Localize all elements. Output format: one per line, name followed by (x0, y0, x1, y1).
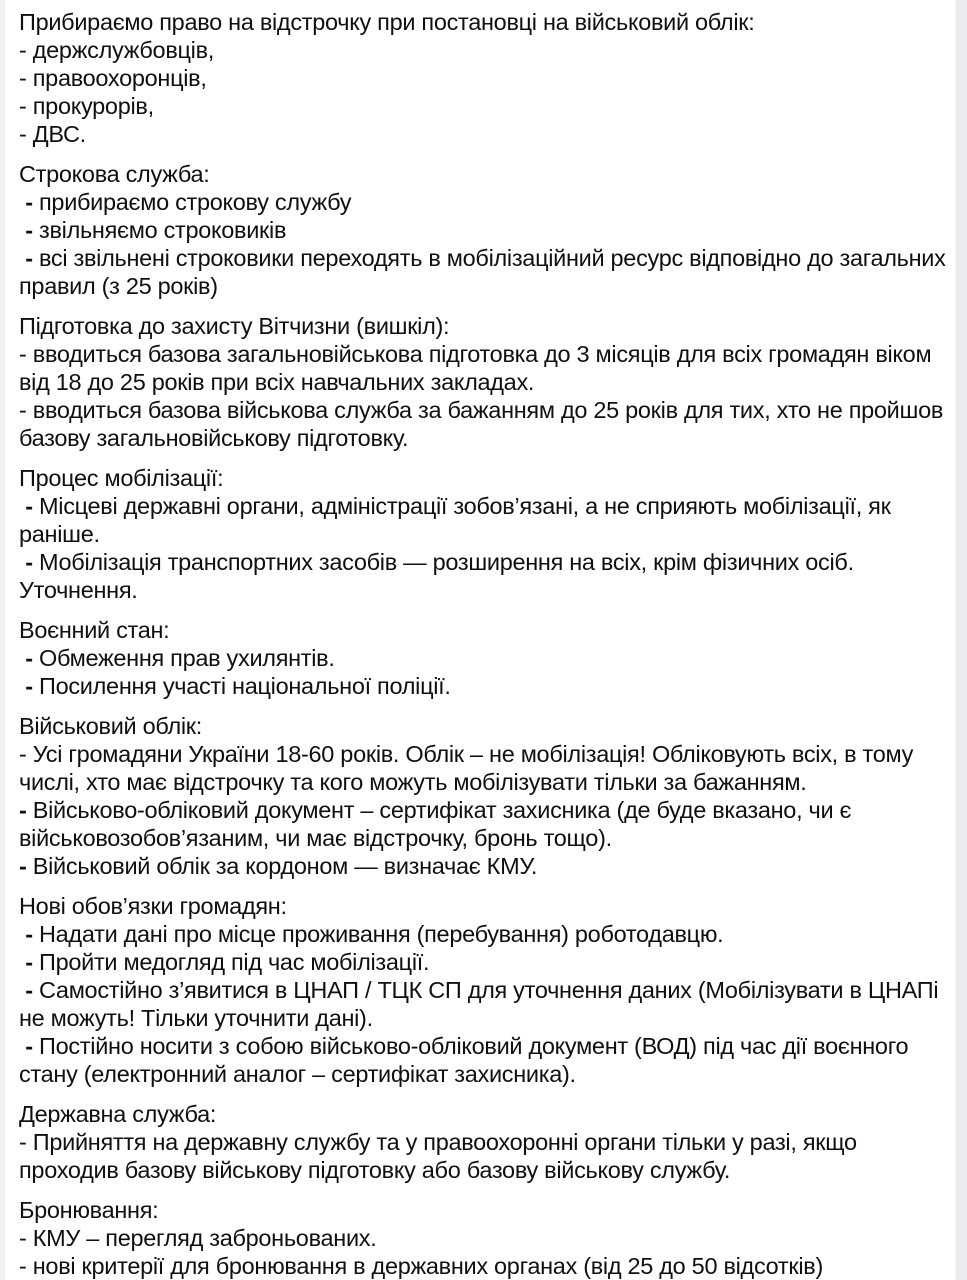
list-item: - Пройти медогляд під час мобілізації. (25, 949, 430, 975)
bullet-dash: - (25, 1033, 33, 1059)
section-header: Воєнний стан: (19, 617, 170, 643)
list-item: - прибираємо строкову службу (25, 189, 352, 215)
list-item: - Прийняття на державну службу та у правоохоронні органи тільки у разі, якщо проходив базову військову підготовку або базову військову службу. (19, 1129, 863, 1183)
list-item: - Військовий облік за кордоном — визначає КМУ. (19, 853, 538, 879)
list-item: - прокурорів, (19, 93, 154, 119)
list-item: - вводиться базова загальновійськова підготовка до 3 місяців для всіх громадян віком від 18 до 25 років при всіх навчальних закладах. (19, 341, 938, 395)
bullet-dash: - (25, 493, 33, 519)
section (19, 892, 948, 1088)
list-item: - КМУ – перегляд заброньованих. (19, 1225, 377, 1251)
bullet-dash: - (25, 949, 33, 975)
bullet-dash: - (19, 797, 27, 823)
scrollbar-track (955, 0, 967, 1280)
bullet-dash: - (19, 853, 27, 879)
section-header: Строкова служба: (19, 161, 210, 187)
bullet-dash: - (25, 549, 33, 575)
section-header: Підготовка до захисту Вітчизни (вишкіл): (19, 313, 450, 339)
list-item: - вводиться базова військова служба за бажанням до 25 років для тих, хто не пройшов базову загальновійськову підготовку. (19, 397, 950, 451)
section (19, 712, 948, 880)
list-item: - звільняємо строковиків (25, 217, 287, 243)
section-header: Прибираємо право на відстрочку при постановці на військовий облік: (19, 9, 755, 35)
bullet-dash: - (25, 645, 33, 671)
section (19, 464, 948, 604)
section (19, 616, 948, 700)
bullet-dash: - (25, 245, 33, 271)
list-item: - Самостійно з’явитися в ЦНАП / ТЦК СП для уточнення даних (Мобілізувати в ЦНАПі не можуть! Тільки уточнити дані). (19, 977, 945, 1031)
list-item: - держслужбовців, (19, 37, 214, 63)
list-item: - Мобілізація транспортних засобів — розширення на всіх, крім фізичних осіб. Уточнення. (19, 549, 861, 603)
list-item: - правоохоронців, (19, 65, 207, 91)
list-item: - ДВС. (19, 121, 86, 147)
section (19, 1100, 948, 1184)
section (19, 1196, 948, 1280)
bullet-dash: - (25, 189, 33, 215)
section-header: Процес мобілізації: (19, 465, 224, 491)
list-item: - Військово-обліковий документ – сертифікат захисника (де буде вказано, чи є військовозобов’язаним, чи має відстрочку, бронь тощо). (19, 797, 858, 851)
bullet-dash: - (25, 217, 33, 243)
list-item: - нові критерії для бронювання в державних органах (від 25 до 50 відсотків) (19, 1253, 824, 1279)
bullet-dash: - (25, 977, 33, 1003)
section-header: Нові обов’язки громадян: (19, 893, 287, 919)
section-header: Військовий облік: (19, 713, 203, 739)
section (19, 8, 948, 148)
section (19, 160, 952, 300)
list-item: - Постійно носити з собою військово-обліковий документ (ВОД) під час дії воєнного стану (електронний аналог – сертифікат захисника). (19, 1033, 915, 1087)
list-item: - Усі громадяни України 18-60 років. Облік – не мобілізація! Обліковують всіх, в тому числі, хто має відстрочку та кого можуть мобілізувати тільки за бажанням. (19, 741, 920, 795)
section-header: Бронювання: (19, 1197, 159, 1223)
section-header: Державна служба: (19, 1101, 217, 1127)
bullet-dash: - (25, 921, 33, 947)
list-item: - Місцеві державні органи, адміністрації зобов’язані, а не сприяють мобілізації, як раніше. (19, 493, 897, 547)
list-item: - Посилення участі національної поліції. (25, 673, 451, 699)
list-item: - Надати дані про місце проживання (перебування) роботодавцю. (25, 921, 724, 947)
bullet-dash: - (25, 673, 33, 699)
section (19, 312, 948, 452)
list-item: - всі звільнені строковики переходять в мобілізаційний ресурс відповідно до загальних правил (з 25 років) (19, 245, 952, 299)
left-edge-strip (0, 0, 5, 1280)
list-item: - Обмеження прав ухилянтів. (25, 645, 335, 671)
document-body (19, 8, 952, 1280)
